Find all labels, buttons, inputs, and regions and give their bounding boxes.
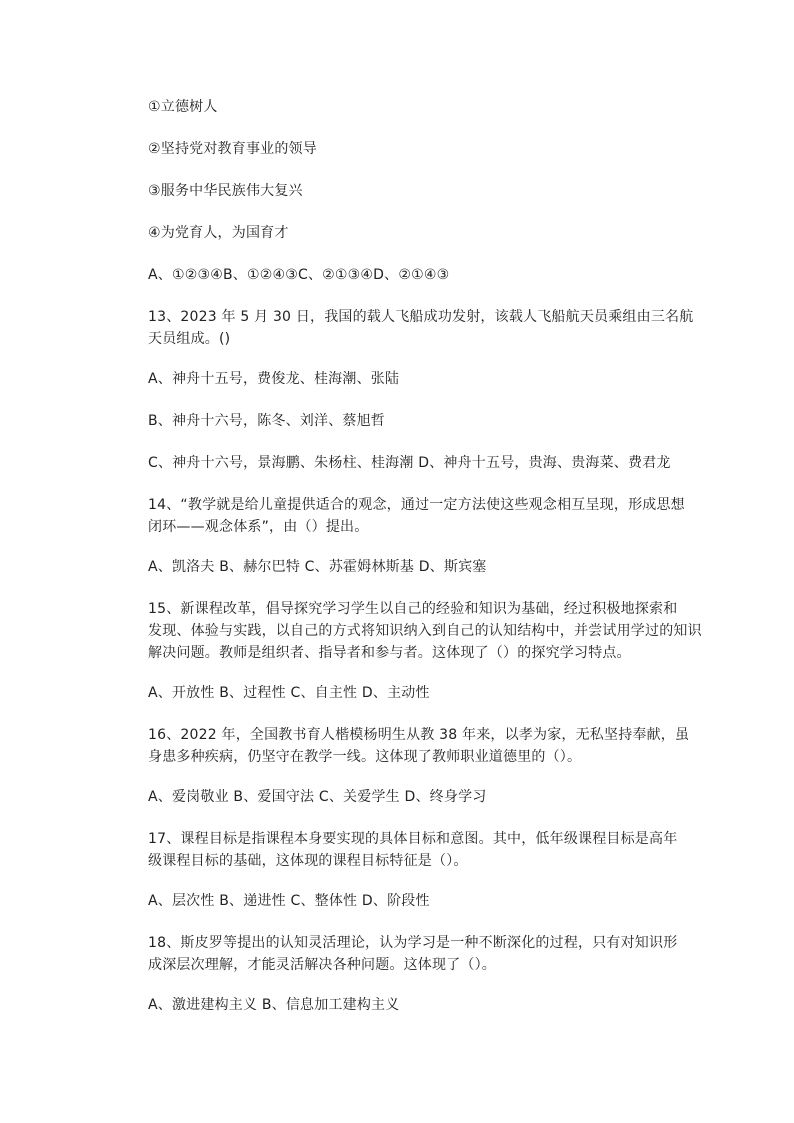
q17-options: A、层次性 B、递进性 C、整体性 D、阶段性 <box>148 893 430 909</box>
q13-option-c-d: C、神舟十六号，景海鹏、朱杨柱、桂海潮 D、神舟十五号，贵海、贵海菜、费君龙 <box>148 455 671 471</box>
statement-item-1: ①立德树人 <box>148 99 218 115</box>
q17-stem-line-2: 级课程目标的基础，这体现的课程目标特征是（）。 <box>148 853 468 869</box>
q13-stem-line-1: 13、2023 年 5 月 30 日，我国的载人飞船成功发射，该载人飞船航天员乘组由三名航 <box>148 309 694 325</box>
q15-stem-line-2: 发现、体验与实践，以自己的方式将知识纳入到自己的认知结构中，并尝试用学过的知识 <box>148 623 702 639</box>
q15-stem-line-3: 解决问题。教师是组织者、指导者和参与者。这体现了（）的探究学习特点。 <box>148 645 631 661</box>
q14-stem-line-2: 闭环——观念体系”，由（）提出。 <box>148 519 369 535</box>
q17-stem-line-1: 17、课程目标是指课程本身要实现的具体目标和意图。其中，低年级课程目标是高年 <box>148 831 678 847</box>
q16-stem-line-2: 身患多种疾病，仍坚守在教学一线。这体现了教师职业道德里的（）。 <box>148 749 582 765</box>
q13-option-b: B、神舟十六号，陈冬、刘洋、蔡旭哲 <box>148 413 386 429</box>
statement-item-4: ④为党育人，为国育才 <box>148 225 289 241</box>
q13-stem-line-2: 天员组成。() <box>148 331 231 347</box>
q16-stem-line-1: 16、2022 年，全国教书育人楷模杨明生从教 38 年来，以孝为家，无私坚持奉献，虽 <box>148 727 690 743</box>
statement-item-3: ③服务中华民族伟大复兴 <box>148 183 303 199</box>
q15-options: A、开放性 B、过程性 C、自主性 D、主动性 <box>148 685 430 701</box>
q15-stem-line-1: 15、新课程改革，倡导探究学习学生以自己的经验和知识为基础，经过积极地探索和 <box>148 601 678 617</box>
q18-stem-line-1: 18、斯皮罗等提出的认知灵活理论，认为学习是一种不断深化的过程，只有对知识形 <box>148 935 678 951</box>
q16-options: A、爱岗敬业 B、爱国守法 C、关爱学生 D、终身学习 <box>148 789 487 805</box>
q18-stem-line-2: 成深层次理解，才能灵活解决各种问题。这体现了（）。 <box>148 957 496 973</box>
statement-item-2: ②坚持党对教育事业的领导 <box>148 141 317 157</box>
q14-stem-line-1: 14、“教学就是给儿童提供适合的观念，通过一定方法使这些观念相互呈现，形成思想 <box>148 497 685 513</box>
q13-option-a: A、神舟十五号，费俊龙、桂海潮、张陆 <box>148 371 400 387</box>
q14-options: A、凯洛夫 B、赫尔巴特 C、苏霍姆林斯基 D、斯宾塞 <box>148 559 487 575</box>
q12-options: A、①②③④B、①②④③C、②①③④D、②①④③ <box>148 267 450 283</box>
q18-options: A、激进建构主义 B、信息加工建构主义 <box>148 997 400 1013</box>
